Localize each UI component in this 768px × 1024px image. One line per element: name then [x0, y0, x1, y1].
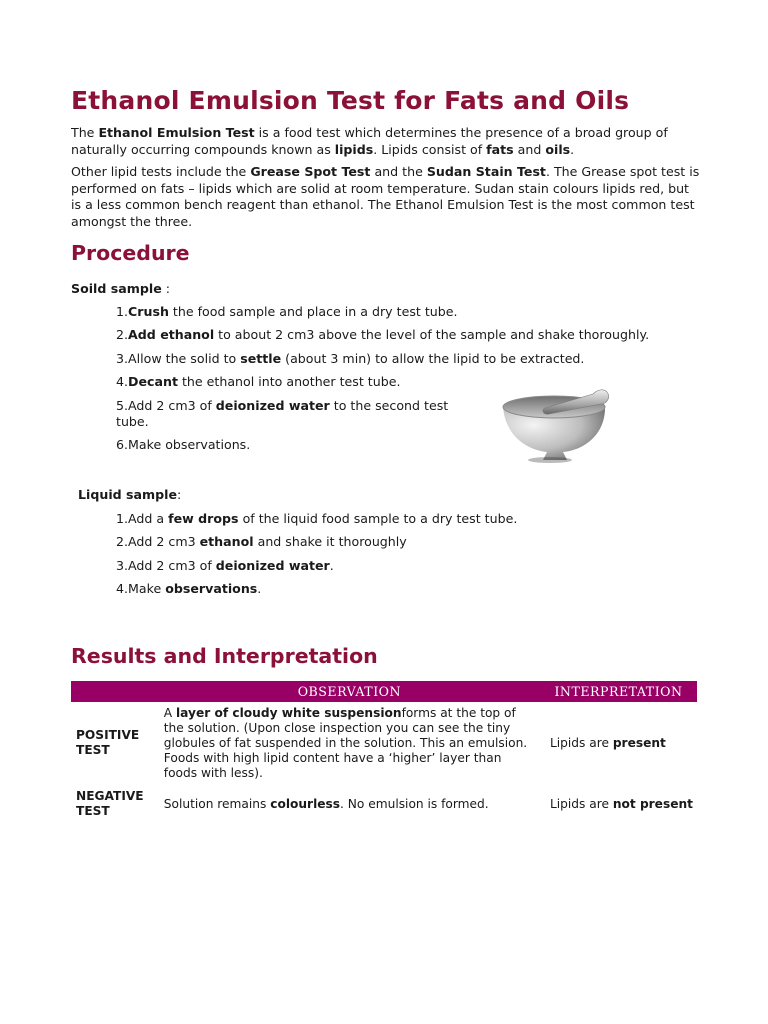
bold-text: Decant — [128, 374, 178, 389]
text: . The Grease spot test is performed on fats – lipids which are solid at room temperature. Sudan stain colours lipids red, but is a less common bench reagent than ethanol. The Ethanol Emulsion Test is the most common test amongst the three. — [71, 164, 700, 229]
text: Lipids are — [549, 735, 613, 750]
interpretation-cell — [540, 702, 697, 784]
text: to about 2 cm3 above the level of the sample and shake thoroughly. — [214, 327, 650, 342]
column-header-blank — [71, 681, 159, 702]
term-lipids: lipids — [334, 141, 374, 157]
liquid-step-4 — [116, 581, 261, 597]
solid-sample-label — [71, 281, 170, 296]
liquid-step-1 — [116, 511, 517, 527]
term-fats: fats — [486, 141, 514, 157]
text: . — [329, 558, 334, 573]
text: and — [513, 141, 546, 157]
text: 6.Make observations. — [116, 437, 251, 452]
text: and the — [370, 164, 427, 179]
text: A — [163, 705, 176, 720]
bold-text: present — [612, 735, 666, 750]
bold-text: deionized water — [215, 558, 330, 573]
text: The — [71, 125, 99, 140]
solid-step-1 — [116, 304, 458, 320]
text: Solution remains — [163, 796, 271, 811]
term-grease-spot-test: Grease Spot Test — [250, 164, 371, 179]
bold-text: layer of cloudy white suspension — [176, 705, 402, 720]
term-ethanol-emulsion-test: Ethanol Emulsion Test — [98, 125, 255, 140]
mortar-shadow — [528, 457, 572, 463]
text: 4. — [116, 374, 129, 389]
liquid-step-3 — [116, 558, 334, 574]
bold-text: deionized water — [215, 398, 330, 413]
bold-text: colourless — [270, 796, 341, 811]
solid-step-4 — [116, 374, 400, 390]
text: Lipids are — [549, 796, 613, 811]
text: 2. — [116, 327, 129, 342]
observation-cell — [159, 702, 540, 784]
bold-text: ethanol — [199, 534, 254, 549]
text: of the liquid food sample to a dry test tube. — [238, 511, 518, 526]
results-heading: Results and Interpretation — [71, 644, 378, 668]
text: Other lipid tests include the — [71, 164, 251, 179]
interpretation-cell — [540, 784, 697, 824]
text: : — [177, 487, 182, 502]
text: and shake it thoroughly — [253, 534, 407, 549]
text: 4.Make — [116, 581, 166, 596]
intro-paragraph-1 — [71, 125, 701, 158]
text: 1.Add a — [116, 511, 169, 526]
solid-sample-title: Soild sample — [71, 281, 162, 296]
text: . Lipids consist of — [373, 141, 487, 157]
liquid-sample-title: Liquid sample — [78, 487, 178, 502]
test-label-negative: NEGATIVE TEST — [76, 789, 144, 818]
results-table — [71, 681, 697, 824]
text: 2.Add 2 cm3 — [116, 534, 200, 549]
text: the ethanol into another test tube. — [177, 374, 401, 389]
bold-text: observations — [165, 581, 258, 596]
text: 3.Add 2 cm3 of — [116, 558, 216, 573]
solid-step-6 — [116, 437, 250, 453]
text: . — [570, 141, 575, 157]
liquid-step-2 — [116, 534, 407, 550]
bold-text: Add ethanol — [128, 327, 215, 342]
text: 5.Add 2 cm3 of — [116, 398, 216, 413]
bold-text: not present — [612, 796, 693, 811]
test-label-positive: POSITIVE TEST — [76, 728, 140, 757]
solid-step-3 — [116, 351, 584, 367]
text: (about 3 min) to allow the lipid to be extracted. — [281, 351, 585, 366]
text: : — [161, 281, 170, 296]
text: is a food test which determines the presence of a broad group of naturally occurring compounds known as — [71, 125, 668, 157]
text: . — [257, 581, 262, 596]
bold-text: Crush — [128, 304, 169, 319]
procedure-heading: Procedure — [71, 241, 190, 265]
table-header-row — [71, 681, 697, 702]
bold-text: settle — [240, 351, 282, 366]
solid-step-2 — [116, 327, 649, 343]
column-header-observation: OBSERVATION — [159, 681, 540, 702]
text: forms at the top of the solution. (Upon close inspection you can see the tiny globules of fat suspended in the solution. This an emulsion. Foods with high lipid content have a ‘higher’ layer than foods with less). — [163, 705, 528, 780]
observation-cell — [159, 784, 540, 824]
page-title: Ethanol Emulsion Test for Fats and Oils — [71, 86, 630, 115]
text: 1. — [116, 304, 129, 319]
intro-paragraph-2 — [71, 164, 701, 230]
text: . No emulsion is formed. — [340, 796, 489, 811]
column-header-interpretation: INTERPRETATION — [540, 681, 697, 702]
bold-text: few drops — [168, 511, 239, 526]
term-oils: oils — [545, 141, 571, 157]
term-sudan-stain-test: Sudan Stain Test — [426, 164, 546, 179]
text: 3.Allow the solid to — [116, 351, 241, 366]
mortar-and-pestle-image — [497, 384, 615, 466]
table-row — [71, 784, 697, 824]
text: to the second test tube. — [116, 398, 449, 429]
text: the food sample and place in a dry test tube. — [168, 304, 458, 319]
solid-step-5 — [116, 398, 476, 429]
table-row — [71, 702, 697, 784]
liquid-sample-label — [78, 487, 181, 502]
